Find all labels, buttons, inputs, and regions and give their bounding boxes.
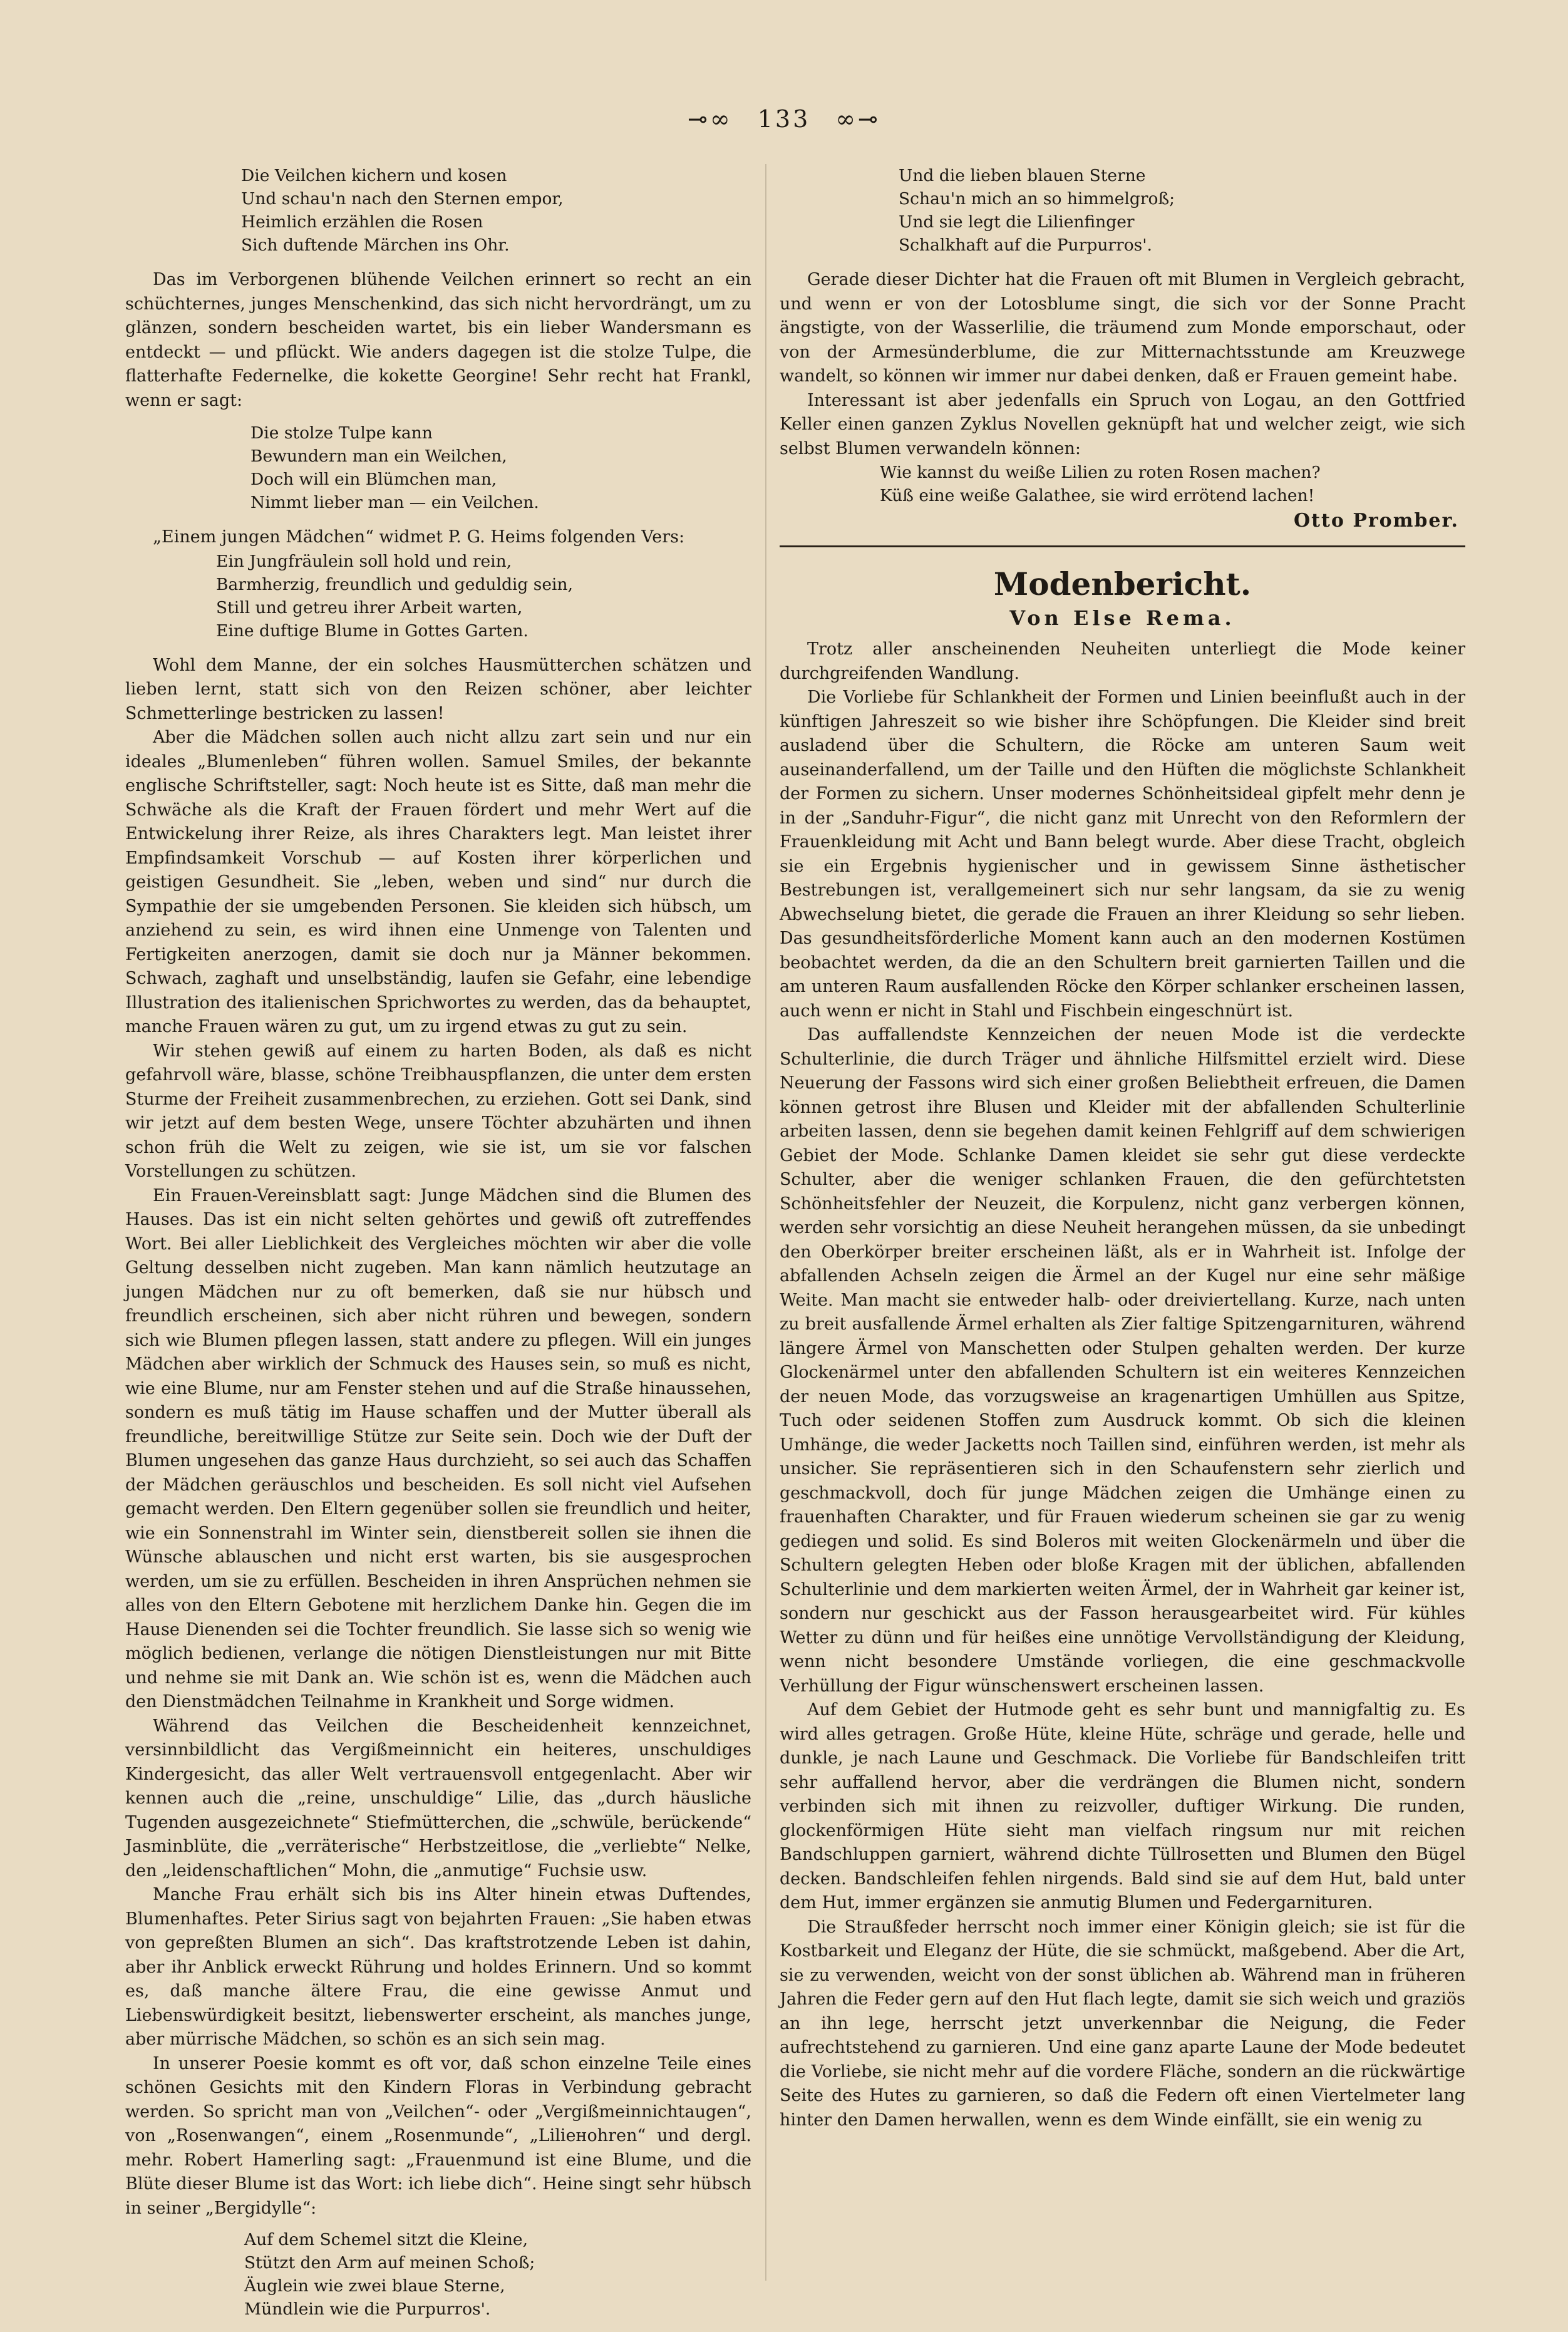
article-byline: Von Else Rema. [1009, 606, 1235, 630]
ornament-right: ∞⊸ [835, 105, 880, 133]
right-column [780, 164, 1465, 2132]
verse-line: Wie kannst du weiße Lilien zu roten Rosen machen? [880, 463, 1321, 482]
verse-logau [780, 461, 1465, 507]
verse-line: Und die lieben blauen Sterne [899, 166, 1146, 185]
verse-line: Küß eine weiße Galathee, sie wird errötend lachen! [880, 486, 1315, 505]
verse-jungfraeulein [125, 550, 751, 642]
column-divider [765, 164, 766, 2281]
paragraph: Gerade dieser Dichter hat die Frauen oft mit Blumen in Vergleich gebracht, und wenn er von der Lotosblume singt, die sich vor der Sonne Pracht ängstigte, von der Wasserlilie, die träumend zum Monde emporschaut, oder von der Armesünderblume, die zur Mitternachtsstunde am Kreuzwege wandelt, so können wir immer nur dabei denken, daß er Frauen gemeint habe. [780, 270, 1465, 386]
paragraph: In unserer Poesie kommt es oft vor, daß schon einzelne Teile eines schönen Gesichts mit den Kindern Floras in Verbindung gebracht werden. So spricht man von „Veilchen“- oder „Vergißmeinnichtaugen“, von „Rosenwangen“, einem „Rosenmunde“, „Liliенohren“ und dergl. mehr. Robert Hamerling sagt: „Frauenmund ist eine Blume, und die Blüte dieser Blume ist das Wort: ich liebe dich“. Heine singt sehr hübsch in seiner „Bergidylle“: [125, 2053, 751, 2218]
verse-bergidylle-cont [780, 164, 1465, 257]
paragraph: Die Straußfeder herrscht noch immer einer Königin gleich; sie ist für die Kostbarkeit und Eleganz der Hüte, die sie schmückt, maßgebend. Aber die Art, sie zu verwenden, weicht von der sonst üblichen ab. Während man in früheren Jahren die Feder gern auf den Hut flach legte, damit sie sich weich und graziös an ihn lege, herrscht jetzt unverkennbar die Neigung, die Feder aufrechtstehend zu garnieren. Und eine ganz aparte Laune der Mode bedeutet die Vorliebe, sie nicht mehr auf die vordere Fläche, sondern an die rückwärtige Seite des Hutes zu garnieren, so daß die Federn oft einen Viertelmeter lang hinter den Damen herwallen, wenn es dem Winde einfällt, sie ein wenig zu [780, 1917, 1465, 2130]
verse-line: Heimlich erzählen die Rosen [241, 212, 483, 232]
verse-line: Die Veilchen kichern und kosen [241, 166, 507, 185]
verse-line: Äuglein wie zwei blaue Sterne, [244, 2276, 505, 2296]
verse-line: Ein Jungfräulein soll hold und rein, [216, 551, 512, 571]
paragraph: Während das Veilchen die Bescheidenheit kennzeichnet, versinnbildlicht das Vergißmeinnicht ein heiteres, unschuldiges Kindergesicht, das aller Welt vertrauensvoll entgegenlacht. Aber wir kennen auch die „reine, unschuldige“ Lilie, das „durch häusliche Tugenden ausgezeichnete“ Stiefmütterchen, die „schwüle, berückende“ Jasminblüte, die „verräterische“ Herbstzeitlose, die „verliebte“ Nelke, den „leidenschaftlichen“ Mohn, die „anmutige“ Fuchsie usw. [125, 1716, 751, 1881]
paragraph: Auf dem Gebiet der Hutmode geht es sehr bunt und mannigfaltig zu. Es wird alles getragen. Große Hüte, kleine Hüte, schräge und gerade, helle und dunkle, je nach Laune und Geschmack. Die Vorliebe für Bandschleifen tritt sehr auffallend hervor, aber die verdrängen die Blumen nicht, sondern verbinden sich mit ihnen zu reizvoller, duftiger Wirkung. Die runden, glockenförmigen Hüte sieht man vielfach ringsum nur mit reichen Bandschluppen garniert, während dichte Tüllrosetten und Blumen den Bügel decken. Bandschleifen fehlen nirgends. Bald sind sie auf dem Hut, bald unter dem Hut, immer ergänzen sie anmutig Blumen und Federgarnituren. [780, 1700, 1465, 1912]
paragraph: Wohl dem Manne, der ein solches Hausmütterchen schätzen und lieben lernt, statt sich von den Reizen schöner, aber leichter Schmetterlinge bestricken zu lassen! [125, 655, 751, 723]
paragraph: Aber die Mädchen sollen auch nicht allzu zart sein und nur ein ideales „Blumenleben“ führen wollen. Samuel Smiles, der bekannte englische Schriftsteller, sagt: Noch heute ist es Sitte, daß man mehr die Schwäche als die Kraft der Frauen fördert und mehr Wert auf die Entwickelung ihrer Reize, als ihres Charakters legt. Man leistet ihrer Empfindsamkeit Vorschub — auf Kosten ihrer körperlichen und geistigen Gesundheit. Sie „leben, weben und sind“ nur durch die Sympathie der sie umgebenden Personen. Sie kleiden sich hübsch, um anziehend zu sein, es wird ihnen eine Unmenge von Talenten und Fertigkeiten anerzogen, damit sie doch nur ja Männer bekommen. Schwach, zaghaft und unselbständig, laufen sie Gefahr, eine lebendige Illustration des italienischen Sprichwortes zu werden, das da behauptet, manche Frauen wären zu gut, um zu irgend etwas zu gut zu sein. [125, 728, 751, 1036]
verse-line: Mündlein wie die Purpurros'. [244, 2299, 491, 2319]
paragraph: Die Vorliebe für Schlankheit der Formen und Linien beeinflußt auch in der künftigen Jahreszeit so wie bisher ihre Schöpfungen. Die Kleider sind breit ausladend über die Schultern, die Röcke am unteren Saum weit auseinanderfallend, um der Taille und den Hüften die möglichste Schlankheit der Formen zu sichern. Unser modernes Schönheitsideal gipfelt mehr denn je in der „Sanduhr-Figur“, die nicht ganz mit Unrecht von den Reformlern der Frauenkleidung mit Acht und Bann belegt wurde. Aber diese Tracht, obgleich sie ein Ergebnis hygienischer und in gewissem Sinne ästhetischer Bestrebungen ist, verallgemeinert sich nur sehr langsam, da sie zu wenig Abwechselung bietet, die gerade die Frauen an ihrer Kleidung so sehr lieben. Das gesundheitsförderliche Moment kann auch an den modernen Kostümen beobachtet werden, da die an den Schultern breit garnierten Taillen und die am unteren Raum ausfallenden Röcke den Körper schlanker erscheinen lassen, auch wenn er nicht in Stahl und Fischbein eingeschnürt ist. [780, 688, 1465, 1021]
verse-tulpe [125, 421, 751, 514]
author-signature: Otto Promber. [1294, 510, 1459, 532]
paragraph: Das im Verborgenen blühende Veilchen erinnert so recht an ein schüchternes, junges Menschenkind, das sich nicht hervordrängt, um zu glänzen, sondern bescheiden wartet, bis ein lieber Wandersmann es entdeckt — und pflückt. Wie anders dagegen ist die stolze Tulpe, die flatterhafte Federnelke, die kokette Georgine! Sehr recht hat Frankl, wenn er sagt: [125, 270, 751, 410]
verse-line: Schalkhaft auf die Purpurros'. [899, 235, 1152, 255]
verse-line: Barmherzig, freundlich und geduldig sein, [216, 574, 574, 594]
verse-bergidylle [125, 2228, 751, 2321]
paragraph: Wir stehen gewiß auf einem zu harten Boden, als daß es nicht gefahrvoll wäre, blasse, schöne Treibhauspflanzen, die unter dem ersten Sturme der Freiheit zusammenbrechen, zu erziehen. Gott sei Dank, sind wir jetzt auf dem besten Wege, unsere Töchter abzuhärten und ihnen schon früh die Welt zu zeigen, wie sie ist, um sie vor falschen Vorstellungen zu schützen. [125, 1041, 751, 1181]
article-headline: Modenbericht. [993, 565, 1252, 602]
paragraph: Das auffallendste Kennzeichen der neuen Mode ist die verdeckte Schulterlinie, die durch Träger und ähnliche Hilfsmittel erzielt wird. Diese Neuerung der Fassons wird sich einer großen Beliebtheit erfreuen, die Damen können getrost ihre Blusen und Kleider mit der abfallenden Schulterlinie arbeiten lassen, denn sie begehen damit keinen Fehlgriff auf dem schwierigen Gebiet der Mode. Schlanke Damen kleidet sie sehr gut diese verdeckte Schulter, aber die weniger schlanken Frauen, die den gefürchtetsten Schönheitsfehler der Neuzeit, die Korpulenz, nicht ganz verbergen können, werden sehr vorsichtig an diese Neuheit herangehen müssen, da sie unbedingt den Oberkörper breiter erscheinen läßt, als er in Wahrheit ist. Infolge der abfallenden Achseln zeigen die Ärmel an der Kugel nur eine sehr mäßige Weite. Man macht sie entweder halb- oder dreiviertellang. Kurze, nach unten zu breit ausfallende Ärmel erhalten als Zier faltige Spitzengarnituren, während längere Ärmel von Manschetten oder Stulpen gehalten werden. Der kurze Glockenärmel unter den abfallenden Schultern ist ein weiteres Kennzeichen der neuen Mode, das vorzugsweise an kragenartigen Umhüllen aus Spitze, Tuch oder seidenen Stoffen zum Ausdruck kommt. Ob sich die kleinen Umhänge, die weder Jacketts noch Taillen sind, einführen werden, ist mehr als unsicher. Sie repräsentieren sich in den Schaufenstern sehr zierlich und geschmackvoll, doch für junge Mädchen zeigen die Umhänge einen zu frauenhaften Charakter, und für Frauen wiederum scheinen sie gar zu wenig gediegen und solid. Es sind Boleros mit weiten Glockenärmeln und über die Schultern gelegten Heben oder bloße Kragen mit der üblichen, abfallenden Schulterlinie und dem markierten weiten Ärmel, der in Wahrheit gar keiner ist, sondern nur geschickt aus der Fasson herausgearbeitet wird. Für kühles Wetter zu dünn und für heißes eine unnötige Vervollständigung der Kleidung, wenn nicht besondere Umstände vorliegen, die eine geschmackvolle Verhüllung der Figur wünschenswert erscheinen lassen. [780, 1025, 1465, 1696]
paragraph: Ein Frauen-Vereinsblatt sagt: Junge Mädchen sind die Blumen des Hauses. Das ist ein nicht selten gehörtes und gewiß oft zutreffendes Wort. Bei aller Lieblichkeit des Vergleiches möchten wir aber die volle Geltung desselben nicht zugeben. Man kann nämlich heutzutage an jungen Mädchen nur zu oft bemerken, daß sie nur hübsch und freundlich erscheinen, sich aber nicht rühren und bewegen, sondern sich wie Blumen pflegen lassen, statt andere zu pflegen. Will ein junges Mädchen aber wirklich der Schmuck des Hauses sein, so muß es nicht, wie eine Blume, nur am Fenster stehen und auf die Straße hinaussehen, sondern es muß tätig im Hause schaffen und der Mutter überall als freundliche, bereitwillige Stütze zur Seite sein. Doch wie der Duft der Blumen ungesehen das ganze Haus durchzieht, so sei auch das Schaffen der Mädchen geräuschlos und bescheiden. Es soll nicht viel Aufsehen gemacht werden. Den Eltern gegenüber sollen sie freundlich und heiter, wie ein Sonnenstrahl im Winter sein, dienstbereit sollen sie ihnen die Wünsche ablauschen und nicht erst warten, bis sie ausgesprochen werden, um sie zu erfüllen. Bescheiden in ihren Ansprüchen nehmen sie alles von den Eltern Gebotene mit herzlichem Danke hin. Gegen die im Hause Dienenden sei die Tochter freundlich. Sie lasse sich so wenig wie möglich bedienen, verlange die nötigen Dienstleistungen nur mit Bitte und nehme sie mit Dank an. Wie schön ist es, wenn die Mädchen auch den Dienstmädchen Teilnahme in Krankheit und Sorge widmen. [125, 1185, 751, 1711]
verse-line: Stützt den Arm auf meinen Schoß; [244, 2253, 535, 2273]
paragraph: Interessant ist aber jedenfalls ein Spruch von Logau, an den Gottfried Keller einen ganzen Zyklus Novellen geknüpft hat und welcher zeigt, wie sich selbst Blumen verwandeln können: [780, 390, 1465, 458]
verse-line: Die stolze Tulpe kann [250, 423, 433, 443]
ornament-left: ⊸∞ [688, 105, 733, 133]
left-column [125, 164, 751, 2332]
verse-line: Sich duftende Märchen ins Ohr. [241, 235, 510, 255]
verse-line: Still und getreu ihrer Arbeit warten, [216, 597, 523, 617]
section-divider [780, 545, 1465, 547]
verse-veilchen [125, 164, 751, 257]
verse-line: Und sie legt die Lilienfinger [899, 212, 1135, 232]
verse-line: Und schau'n nach den Sternen empor, [241, 189, 564, 209]
verse-line: Auf dem Schemel sitzt die Kleine, [244, 2230, 528, 2249]
verse-line: Schau'n mich an so himmelgroß; [899, 189, 1175, 209]
page-number-header [0, 105, 1568, 133]
verse-line: Nimmt lieber man — ein Veilchen. [250, 493, 539, 512]
verse-line: Eine duftige Blume in Gottes Garten. [216, 621, 529, 641]
verse-line: Doch will ein Blümchen man, [250, 470, 497, 489]
paragraph: „Einem jungen Mädchen“ widmet P. G. Heims folgenden Vers: [153, 527, 685, 547]
paragraph: Trotz aller anscheinenden Neuheiten unterliegt die Mode keiner durchgreifenden Wandlung. [780, 639, 1465, 683]
paragraph: Manche Frau erhält sich bis ins Alter hinein etwas Duftendes, Blumenhaftes. Peter Sirius sagt von bejahrten Frauen: „Sie haben etwas von gepreßten Blumen an sich“. Das kraftstrotzende Leben ist dahin, aber ihr Anblick erweckt Rührung und holdes Erinnern. Und so kommt es, daß manche ältere Frau, die eine gewisse Anmut und Liebenswürdigkeit besitzt, liebenswerter erscheint, als manches junge, aber mürrische Mädchen, so schön es an sich sein mag. [125, 1885, 751, 2049]
verse-line: Bewundern man ein Weilchen, [250, 446, 507, 466]
page-number: 133 [757, 105, 811, 133]
